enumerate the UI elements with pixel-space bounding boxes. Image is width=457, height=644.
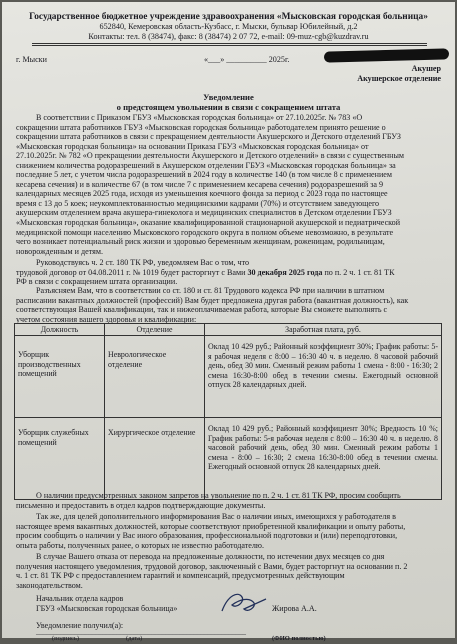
date-line: «___» __________ 2025г. — [204, 55, 290, 64]
doc-title: Уведомление — [203, 92, 254, 102]
cell-position: Уборщик производственных помещений — [15, 336, 105, 418]
handwritten-signature — [214, 588, 274, 620]
paragraph-refusal: В случае Вашего отказа от перевода на предложенные должности, по истечении двух месяцев со дня получения настоящего уведомления, трудовой договор, заключенный с Вами, будет расторгнут на основании п. 2 ч. 1 ст. 81 ТК РФ с предоставлением гарантий и компенсаций, предусмотренных действующим законодательством. — [16, 552, 408, 590]
termination-date: 30 декабря 2025 года — [247, 267, 323, 277]
paragraph-vacancies: Разъясняем Вам, что в соответствии со ст. 180 и ст. 81 Трудового кодекса РФ при наличии в штатном расписании вакантных должностей (профессий) Вам будет предложена другая работа (вакантная должность), как соответствующая Вашей квалификации, так и нижеоплачиваемая работа, которые Вы сможете выполнять с учетом состояния вашего здоровья и квалификации: — [16, 286, 409, 324]
paragraph-education: Так же, для целей дополнительного информирования Вас о наличии иных, имеющихся у работодателя в настоящее время вакантных должностей, которые соответствуют приобретенной квалификации и опыту работы, просим сообщить о наличии у Вас иного образования, профессиональной подготовки и (или) переподготовки, опыта работы, полученных ранее, о которых не известно работодателю. — [16, 512, 406, 550]
cell-position: Уборщик служебных помещений — [15, 418, 105, 500]
org-contacts: Контакты: тел. 8 (38474), факс: 8 (38474) 2 07 72, e-mail: 09-muz-cgb@kuzdrav.ru — [88, 32, 369, 41]
cell-salary: Оклад 10 429 руб.; Районный коэффициент 30%; Вредность 10 %; График работы: 5-я рабочая неделя с 8:00 – 16:30 40 ч. в неделю. 8 часовой рабочий день, обед 30 мин. Сменный режим работы 1 смена - 8:00 – 16:30; 2 смена 16:30-8:00 обед в течении смены. Ежегодный основной отпуск 28 календарных дней. — [205, 418, 442, 500]
received-blank-line: ____________________________________________________________ — [36, 628, 246, 636]
signer-name: Жирова А.А. — [272, 604, 317, 613]
table-row — [15, 418, 442, 500]
caption-fio: (ФИО полностью) — [272, 635, 326, 642]
table-header-row — [15, 324, 442, 336]
place: г. Мыски — [16, 55, 47, 64]
document-page — [2, 2, 455, 642]
org-address: 652840, Кемеровская область-Кузбасс, г. Мыски, бульвар Юбилейный, д.2 — [99, 22, 358, 31]
vacancy-table — [14, 323, 442, 500]
paragraph-prohibitions: О наличии предусмотренных законом запретов на увольнение по п. 2 ч. 1 ст. 81 ТК РФ, просим сообщить письменно и предоставить в отдел кадров подтверждающие документы. — [16, 491, 401, 510]
paragraph-order: В соответствии с Приказом ГБУЗ «Мысковская городская больница» от 27.10.2025г. № 783 «О сокращении штата работников ГБУЗ «Мысковская городская больница» работодателем принято решение о сокращении штата работников в связи с прекращением деятельности Акушерского и Детского отделений ГБУЗ «Мысковская городская больница» на основании Приказа ГБУЗ «Мысковская городская больница» от 27.10.2025г. № 782 «О прекращении деятельности Акушерского и Детского отделений» в связи с существенным снижением количества родоразрешений в Акушерском отделении ГБУЗ «Мысковская городская больница» за последние 5 лет, с учетом числа родоразрешений в 2024 году в количестве 140 (в том числе 8 с применением кесарева сечения) и в количестве 67 (в том числе 7 с применением кесарева сечения) родоразрешений за 9 календарных месяцев 2025 года, исходя из уменьшения коечного фонда за период с 2023 года по настоящее время с 13 до 5 коек; неукомплектованностью медицинскими кадрами (70%) и отсутствием заведующего акушерским отделением врача акушера-гинеколога и медицинских специалистов в Детском отделении ГБУЗ «Мысковская городская больница», оказание квалифицированной стационарной акушерской и педиатрической медицинской помощи населению Мысковского городского округа в полном объеме невозможно, в результате чего возникает потенциальный риск жизни и здоровью беременным женщинам, роженицам, родильницам, новорожденным и детям. — [16, 113, 405, 256]
cell-salary: Оклад 10 429 руб.; Районный коэффициент 30%; График работы: 5-я рабочая неделя с 8:00 – 16:30 40 ч. в неделю. 8 часовой рабочий день, обед 30 мин. Сменный режим работы 1 смена - 8:00 - 16:30; 2 смена 16:30-8:00 обед в течении смены. Ежегодный основной отпуск 28 календарных дней. — [205, 336, 442, 418]
signer-role: Начальник отдела кадров — [36, 594, 124, 603]
recipient-title: Акушер — [411, 64, 441, 73]
org-name: Государственное бюджетное учреждение здравоохранения «Мысковская городская больница» — [29, 12, 428, 22]
header-rule-2 — [32, 45, 427, 46]
doc-subtitle: о предстоящем увольнении в связи с сокращением штата — [116, 102, 341, 112]
col-header-department: Отделение — [105, 324, 205, 336]
recipient-department: Акушерское отделение — [357, 74, 441, 83]
cell-department: Неврологическое отделение — [105, 336, 205, 418]
col-header-position: Должность — [15, 324, 105, 336]
paragraph-termination: Руководствуясь ч. 2 ст. 180 ТК РФ, уведомляем Вас о том, что трудовой договор от 04.08.2011 г. № 1019 будет расторгнут с Вами 30 декабря 2025 года по п. 2 ч. 1 ст. 81 ТК РФ в связи с сокращением штата организации. — [16, 258, 395, 287]
redacted-name — [324, 48, 449, 62]
signer-org: ГБУЗ «Мысковская городская больница» — [36, 604, 178, 613]
caption-sign: (подпись) — [52, 635, 79, 642]
header-rule — [32, 43, 427, 44]
table-row — [15, 336, 442, 418]
caption-date: (дата) — [126, 635, 143, 642]
received-label: Уведомление получил(а): — [36, 621, 124, 630]
cell-department: Хирургическое отделение — [105, 418, 205, 500]
col-header-salary: Заработная плата, руб. — [205, 324, 442, 336]
